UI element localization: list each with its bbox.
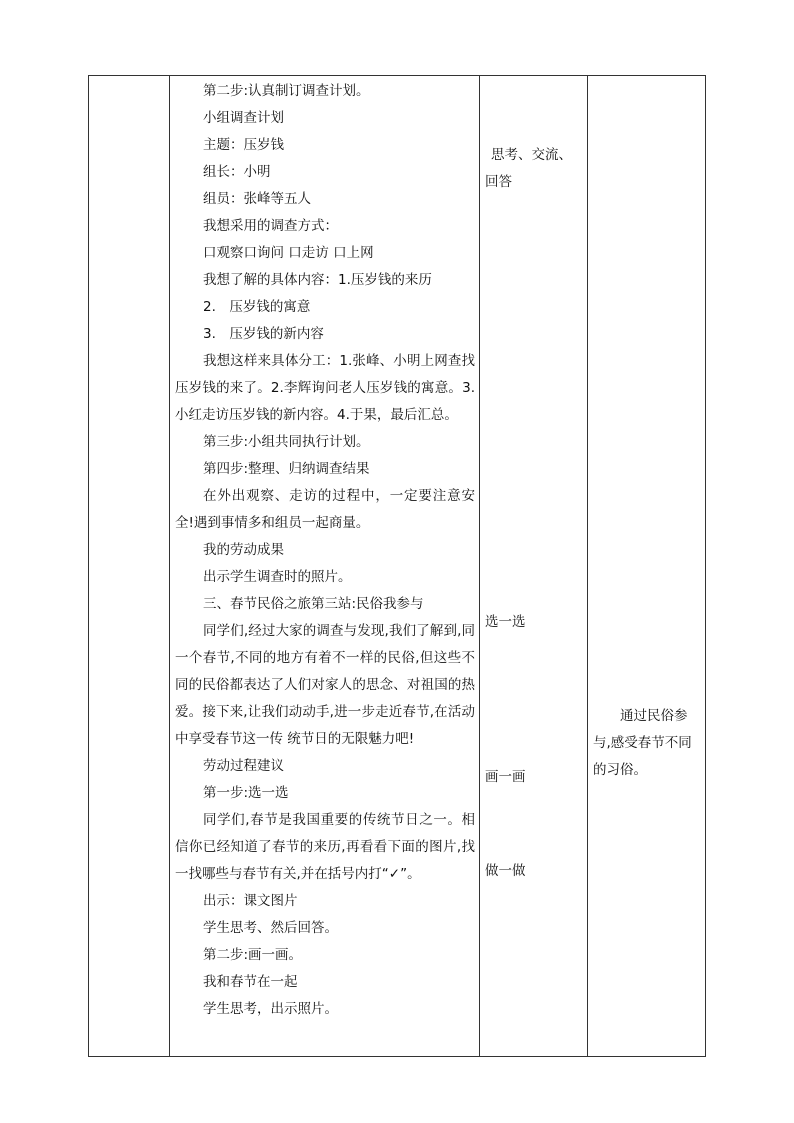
- plan-methods-label: 我想采用的调查方式：: [203, 218, 338, 234]
- plan-division: 我想这样来具体分工：1.张峰、小明上网查找压岁钱的来了。2.李辉询问老人压岁钱的寓意。3.小红走访压岁钱的新内容。4.于果，最后汇总。: [175, 353, 475, 423]
- process-suggestion-heading: 劳动过程建议: [203, 758, 284, 774]
- plan-content-item-2: 2. 压岁钱的寓意: [203, 299, 311, 315]
- method-do: 做一做: [485, 863, 526, 879]
- design-intent-text: 通过民俗参与,感受春节不同的习俗。: [593, 708, 692, 778]
- students-answer: 学生思考、然后回答。: [203, 920, 338, 936]
- plan-title: 小组调查计划: [203, 110, 284, 126]
- lesson-table: [88, 75, 706, 1057]
- plan-members: 组员：张峰等五人: [203, 191, 311, 207]
- safety-note: 在外出观察、走访的过程中，一定要注意安全!遇到事情多和组员一起商量。: [175, 488, 475, 531]
- design-intent-cell: [587, 76, 705, 1056]
- method-choose: 选一选: [485, 614, 526, 630]
- section3-heading: 三、春节民俗之旅第三站:民俗我参与: [203, 596, 424, 612]
- section3-intro: 同学们,经过大家的调查与发现,我们了解到,同一个春节,不同的地方有着不一样的民俗,但这些不同的民俗都表达了人们对家人的思念、对祖国的热爱。接下来,让我们动动手,进一步走近春节,在活动中享受春节这一传 统节日的无限魅力吧!: [175, 623, 475, 747]
- plan-content: 我想了解的具体内容：1.压岁钱的来历: [203, 272, 432, 288]
- me-and-spring-festival: 我和春节在一起: [203, 974, 298, 990]
- method-draw: 画一画: [485, 769, 526, 785]
- teaching-process-cell: [169, 76, 479, 1023]
- learning-method-cell: [479, 76, 587, 1056]
- step2-heading: 第二步:认真制订调查计划。: [203, 83, 370, 99]
- method-think: 思考、交流、回答: [485, 147, 572, 190]
- show-pictures: 出示：课文图片: [203, 893, 298, 909]
- plan-content-item-3: 3. 压岁钱的新内容: [203, 326, 324, 342]
- step4-heading: 第四步:整理、归纳调查结果: [203, 461, 370, 477]
- plan-methods-options: 口观察口询问 口走访 口上网: [203, 245, 374, 261]
- step-choose-text: 同学们,春节是我国重要的传统节日之一。相信你已经知道了春节的来历,再看看下面的图片,找一找哪些与春节有关,并在括号内打“✓”。: [175, 812, 475, 882]
- results-text: 出示学生调查时的照片。: [203, 569, 352, 585]
- plan-leader: 组长：小明: [203, 164, 271, 180]
- students-show-photos: 学生思考，出示照片。: [203, 1001, 338, 1017]
- plan-topic: 主题：压岁钱: [203, 137, 284, 153]
- results-heading: 我的劳动成果: [203, 542, 284, 558]
- step-draw-heading: 第二步:画一画。: [203, 947, 303, 963]
- step-choose-heading: 第一步:选一选: [203, 785, 289, 801]
- step3-heading: 第三步:小组共同执行计划。: [203, 434, 370, 450]
